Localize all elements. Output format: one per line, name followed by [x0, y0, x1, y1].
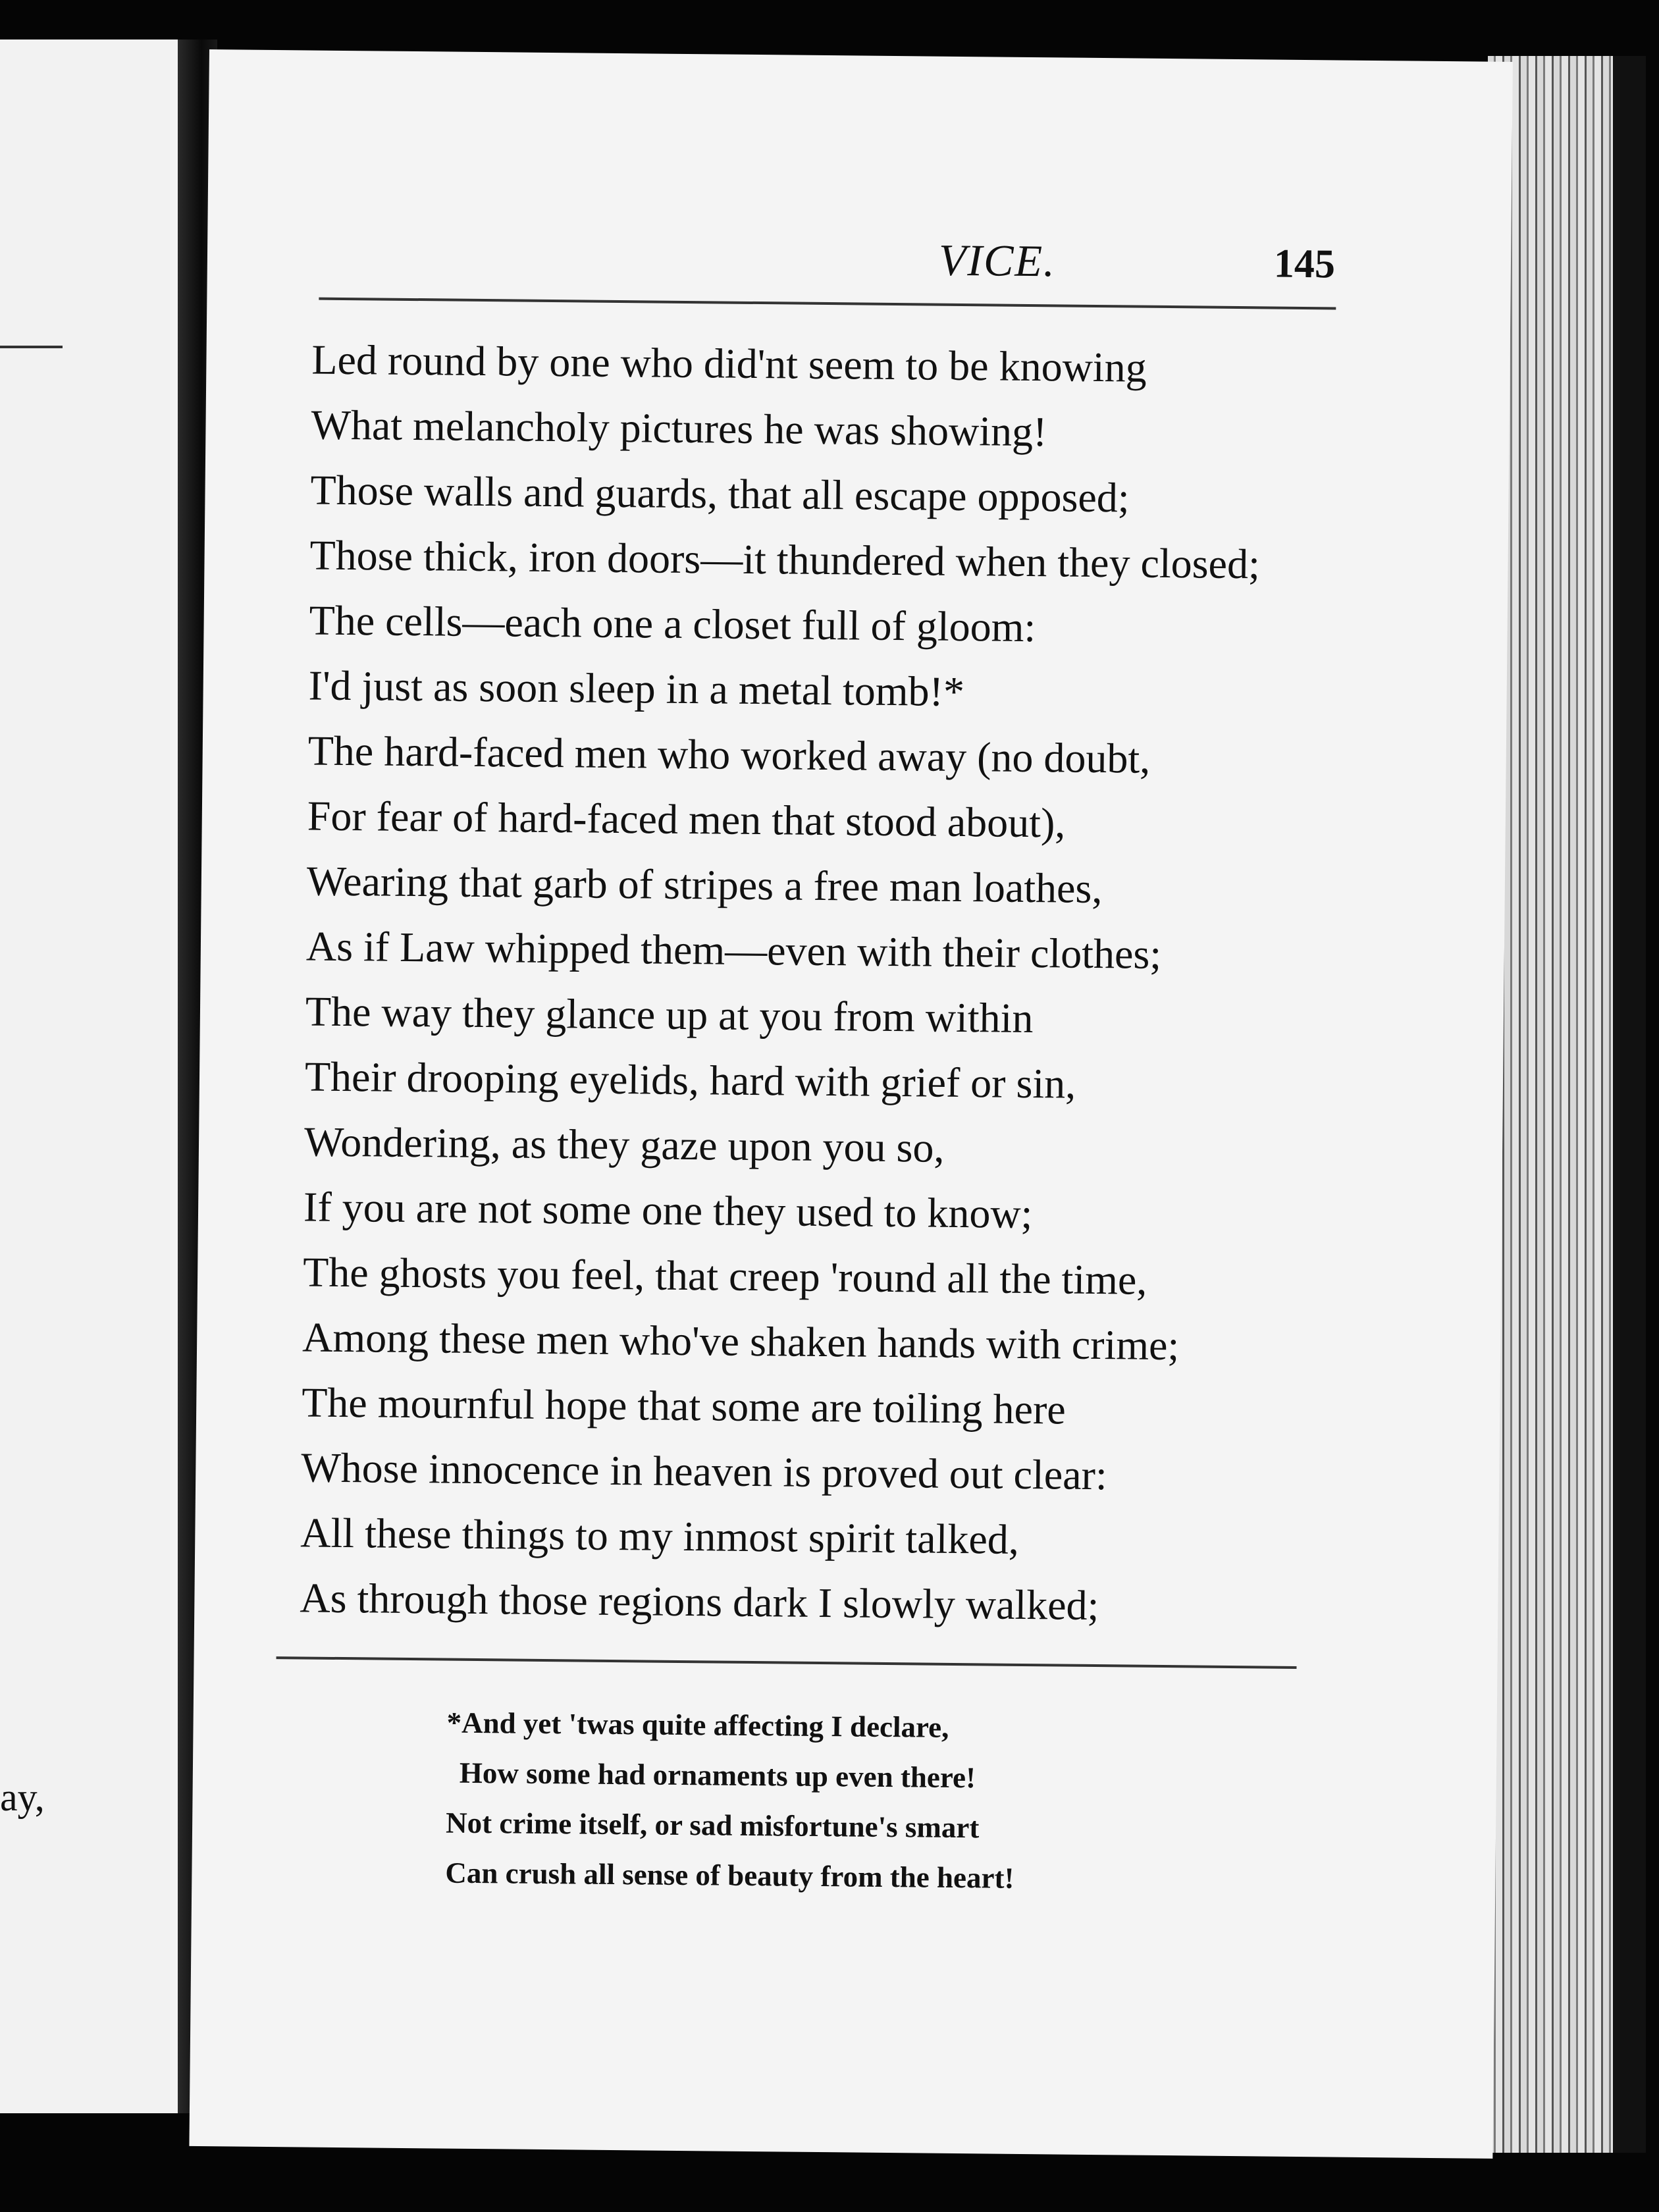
page-number: 145 [1273, 241, 1336, 287]
poem-line: The mournful hope that some are toiling here [301, 1379, 1066, 1433]
footnote-line: *And yet 'twas quite affecting I declare, [446, 1706, 949, 1744]
footnote-line: Not crime itself, or sad misfortune's smart [445, 1806, 980, 1845]
left-page [0, 40, 178, 2113]
poem-line: Those thick, iron doors—it thundered when they closed; [309, 531, 1261, 588]
footnote [445, 1698, 1237, 1906]
page-edges [1488, 56, 1646, 2153]
poem-line: Their drooping eyelids, hard with grief or sin, [304, 1053, 1076, 1107]
poem-line: All these things to my inmost spirit talked, [300, 1509, 1020, 1563]
running-title: VICE. [938, 234, 1057, 286]
poem-line: Those walls and guards, that all escape opposed; [310, 466, 1130, 521]
header-rule [319, 298, 1336, 310]
left-page-rule [0, 346, 63, 348]
left-page-fragment: ay, [0, 1776, 45, 1819]
main-page [189, 49, 1512, 2159]
poem-line: Wondering, as they gaze upon you so, [303, 1118, 945, 1171]
poem [300, 327, 1431, 1641]
footnote-rule [276, 1656, 1297, 1669]
poem-line: Among these men who've shaken hands with crime; [302, 1313, 1180, 1369]
poem-line: The way they glance up at you from within [305, 988, 1034, 1042]
poem-line: The hard-faced men who worked away (no doubt, [307, 727, 1151, 782]
footnote-line: Can crush all sense of beauty from the heart! [445, 1856, 1014, 1895]
poem-line: As through those regions dark I slowly walked; [300, 1574, 1099, 1629]
footnote-line: How some had ornaments up even there! [459, 1756, 976, 1795]
poem-line: Led round by one who did'nt seem to be knowing [311, 336, 1147, 391]
poem-line: If you are not some one they used to know; [303, 1183, 1033, 1238]
poem-line: The ghosts you feel, that creep 'round all the time, [302, 1248, 1147, 1304]
poem-line: Wearing that garb of stripes a free man loathes, [306, 857, 1103, 912]
poem-line: The cells—each one a closet full of gloom: [309, 596, 1036, 651]
poem-line: For fear of hard-faced men that stood about), [307, 792, 1066, 847]
poem-line: As if Law whipped them—even with their clothes; [305, 922, 1162, 978]
poem-line: What melancholy pictures he was showing! [311, 401, 1047, 456]
poem-line: I'd just as soon sleep in a metal tomb!* [308, 662, 965, 716]
poem-line: Whose innocence in heaven is proved out clear: [300, 1444, 1108, 1499]
